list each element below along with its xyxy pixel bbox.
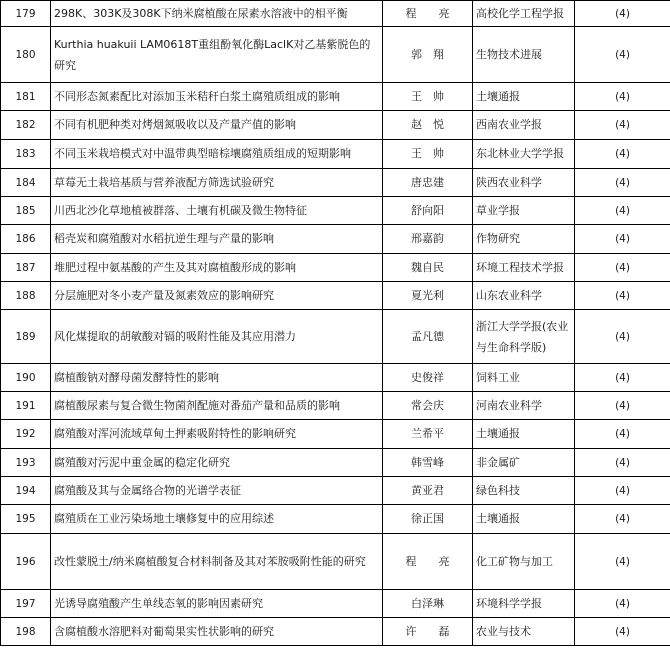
paper-title: 分层施肥对冬小麦产量及氮素效应的影响研究 bbox=[51, 282, 383, 310]
table-row bbox=[1, 364, 670, 392]
journal-name: 东北林业大学学报 bbox=[473, 140, 575, 169]
score: (4) bbox=[575, 392, 670, 420]
table-row bbox=[1, 1, 670, 27]
row-number: 198 bbox=[1, 618, 51, 646]
journal-name: 化工矿物与加工 bbox=[473, 534, 575, 590]
row-number: 193 bbox=[1, 449, 51, 477]
score: (4) bbox=[575, 534, 670, 590]
table-row bbox=[1, 505, 670, 534]
row-number: 192 bbox=[1, 420, 51, 449]
score: (4) bbox=[575, 477, 670, 505]
paper-title: 含腐植酸水溶肥料对葡萄果实性状影响的研究 bbox=[51, 618, 383, 646]
row-number: 189 bbox=[1, 310, 51, 364]
paper-title: 风化煤提取的胡敏酸对镉的吸附性能及其应用潜力 bbox=[51, 310, 383, 364]
score: (4) bbox=[575, 254, 670, 282]
score: (4) bbox=[575, 225, 670, 254]
row-number: 191 bbox=[1, 392, 51, 420]
table-row bbox=[1, 282, 670, 310]
row-number: 197 bbox=[1, 590, 51, 618]
table-row bbox=[1, 618, 670, 646]
paper-title: 不同形态氮素配比对添加玉米秸秆白浆土腐殖质组成的影响 bbox=[51, 83, 383, 111]
journal-name: 作物研究 bbox=[473, 225, 575, 254]
author-name: 王 帅 bbox=[383, 83, 473, 111]
journal-name: 土壤通报 bbox=[473, 505, 575, 534]
paper-title: 腐殖酸对浑河流域草甸土押素吸附特性的影响研究 bbox=[51, 420, 383, 449]
author-name: 韩雪峰 bbox=[383, 449, 473, 477]
paper-title: 腐殖酸及其与金属络合物的光谱学表征 bbox=[51, 477, 383, 505]
table-row bbox=[1, 140, 670, 169]
author-name: 常会庆 bbox=[383, 392, 473, 420]
score: (4) bbox=[575, 197, 670, 225]
table-row bbox=[1, 197, 670, 225]
paper-title: 改性蒙脱土/纳米腐植酸复合材料制备及其对苯胺吸附性能的研究 bbox=[51, 534, 383, 590]
table-row bbox=[1, 225, 670, 254]
paper-title: 草莓无土栽培基质与营养液配方筛选试验研究 bbox=[51, 169, 383, 197]
row-number: 184 bbox=[1, 169, 51, 197]
author-name: 王 帅 bbox=[383, 140, 473, 169]
score: (4) bbox=[575, 282, 670, 310]
author-name: 程 亮 bbox=[383, 1, 473, 27]
table-row bbox=[1, 169, 670, 197]
score: (4) bbox=[575, 1, 670, 27]
author-name: 徐正国 bbox=[383, 505, 473, 534]
journal-name: 高校化学工程学报 bbox=[473, 1, 575, 27]
author-name: 兰希平 bbox=[383, 420, 473, 449]
journal-name: 非金属矿 bbox=[473, 449, 575, 477]
score: (4) bbox=[575, 140, 670, 169]
author-name: 许 磊 bbox=[383, 618, 473, 646]
table-row bbox=[1, 420, 670, 449]
paper-title: 光诱导腐殖酸产生单线态氧的影响因素研究 bbox=[51, 590, 383, 618]
score: (4) bbox=[575, 618, 670, 646]
table-row bbox=[1, 534, 670, 590]
score: (4) bbox=[575, 590, 670, 618]
table-row bbox=[1, 590, 670, 618]
paper-title: 不同有机肥种类对烤烟氮吸收以及产量产值的影响 bbox=[51, 111, 383, 140]
table-row bbox=[1, 111, 670, 140]
paper-title: 川西北沙化草地植被群落、土壤有机碳及微生物特征 bbox=[51, 197, 383, 225]
table-row bbox=[1, 83, 670, 111]
table-row bbox=[1, 310, 670, 364]
author-name: 唐忠建 bbox=[383, 169, 473, 197]
journal-name: 西南农业学报 bbox=[473, 111, 575, 140]
author-name: 魏自民 bbox=[383, 254, 473, 282]
journal-name: 陕西农业科学 bbox=[473, 169, 575, 197]
author-name: 黄亚君 bbox=[383, 477, 473, 505]
author-name: 夏光利 bbox=[383, 282, 473, 310]
journal-name: 河南农业科学 bbox=[473, 392, 575, 420]
row-number: 196 bbox=[1, 534, 51, 590]
row-number: 180 bbox=[1, 27, 51, 83]
score: (4) bbox=[575, 364, 670, 392]
score: (4) bbox=[575, 310, 670, 364]
row-number: 182 bbox=[1, 111, 51, 140]
row-number: 194 bbox=[1, 477, 51, 505]
author-name: 舒向阳 bbox=[383, 197, 473, 225]
row-number: 188 bbox=[1, 282, 51, 310]
paper-title: 腐殖质在工业污染场地土壤修复中的应用综述 bbox=[51, 505, 383, 534]
journal-name: 草业学报 bbox=[473, 197, 575, 225]
score: (4) bbox=[575, 420, 670, 449]
journal-name: 绿色科技 bbox=[473, 477, 575, 505]
paper-title: 腐植酸尿素与复合微生物菌剂配施对番茄产量和品质的影响 bbox=[51, 392, 383, 420]
table-row bbox=[1, 27, 670, 83]
table-row bbox=[1, 477, 670, 505]
score: (4) bbox=[575, 505, 670, 534]
paper-title: Kurthia huakuii LAM0618T重组酚氧化酶LaclK对乙基紫脱色的研究 bbox=[51, 27, 383, 83]
table-row bbox=[1, 449, 670, 477]
row-number: 179 bbox=[1, 1, 51, 27]
author-name: 郭 翔 bbox=[383, 27, 473, 83]
paper-title: 稻壳炭和腐殖酸对水稻抗逆生理与产量的影响 bbox=[51, 225, 383, 254]
journal-name: 农业与技术 bbox=[473, 618, 575, 646]
score: (4) bbox=[575, 83, 670, 111]
row-number: 185 bbox=[1, 197, 51, 225]
row-number: 183 bbox=[1, 140, 51, 169]
author-name: 赵 悦 bbox=[383, 111, 473, 140]
score: (4) bbox=[575, 27, 670, 83]
journal-name: 环境科学学报 bbox=[473, 590, 575, 618]
journal-name: 环境工程技术学报 bbox=[473, 254, 575, 282]
journal-name: 土壤通报 bbox=[473, 83, 575, 111]
row-number: 186 bbox=[1, 225, 51, 254]
author-name: 程 亮 bbox=[383, 534, 473, 590]
journal-name: 饲料工业 bbox=[473, 364, 575, 392]
paper-title: 腐殖酸对污泥中重金属的稳定化研究 bbox=[51, 449, 383, 477]
row-number: 195 bbox=[1, 505, 51, 534]
paper-title: 腐植酸钠对酵母菌发酵特性的影响 bbox=[51, 364, 383, 392]
author-name: 孟凡德 bbox=[383, 310, 473, 364]
journal-name: 土壤通报 bbox=[473, 420, 575, 449]
row-number: 181 bbox=[1, 83, 51, 111]
author-name: 白泽琳 bbox=[383, 590, 473, 618]
journal-name: 山东农业科学 bbox=[473, 282, 575, 310]
paper-title: 堆肥过程中氨基酸的产生及其对腐植酸形成的影响 bbox=[51, 254, 383, 282]
author-name: 史俊祥 bbox=[383, 364, 473, 392]
score: (4) bbox=[575, 111, 670, 140]
table-row bbox=[1, 254, 670, 282]
journal-name: 浙江大学学报(农业与生命科学版) bbox=[473, 310, 575, 364]
author-name: 邢嘉韵 bbox=[383, 225, 473, 254]
score: (4) bbox=[575, 169, 670, 197]
table-row bbox=[1, 392, 670, 420]
score: (4) bbox=[575, 449, 670, 477]
row-number: 187 bbox=[1, 254, 51, 282]
row-number: 190 bbox=[1, 364, 51, 392]
paper-title: 不同玉米栽培模式对中温带典型暗棕壤腐殖质组成的短期影响 bbox=[51, 140, 383, 169]
journal-name: 生物技术进展 bbox=[473, 27, 575, 83]
paper-title: 298K、303K及308K下纳米腐植酸在尿素水溶液中的相平衡 bbox=[51, 1, 383, 27]
